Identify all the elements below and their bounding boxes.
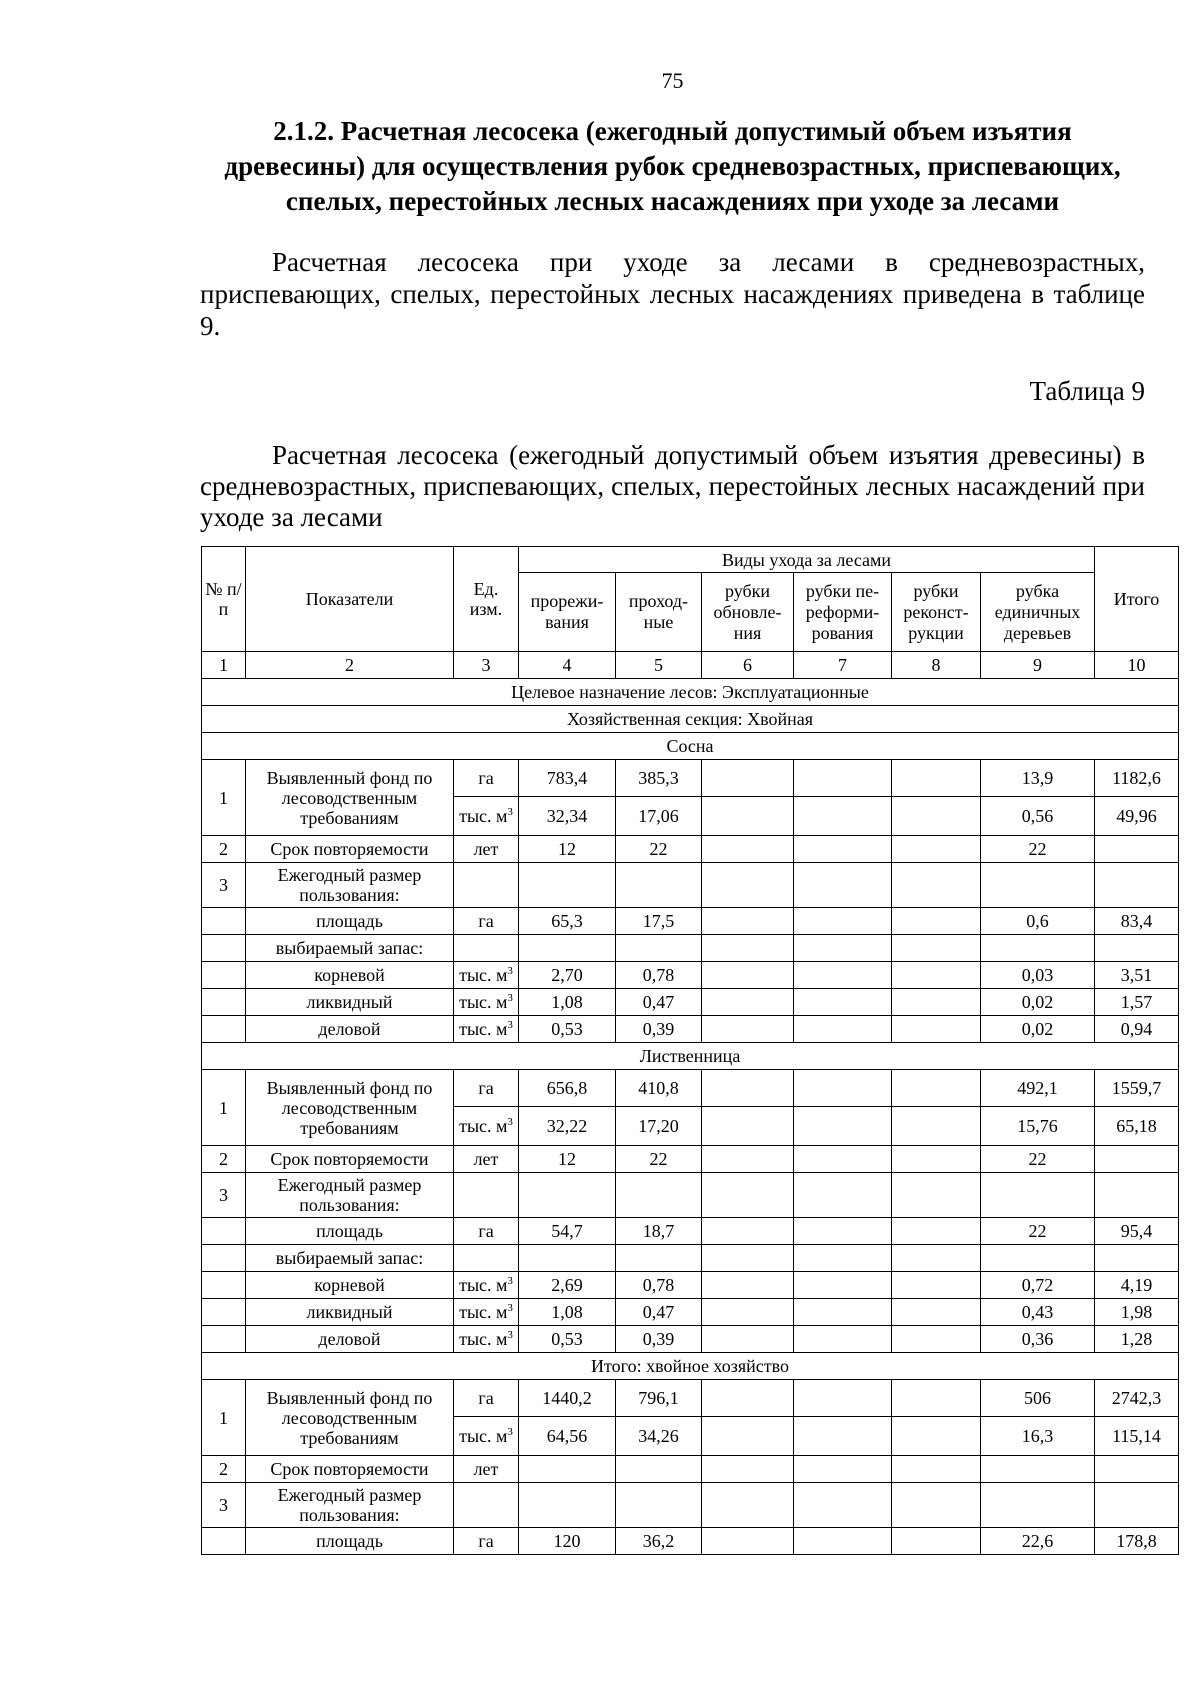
value-cell: 0,47 xyxy=(616,1299,702,1326)
value-cell xyxy=(794,1016,892,1043)
row-label-period: Срок повторяемости xyxy=(246,836,454,863)
row-label-liquid: ликвидный xyxy=(246,1299,454,1326)
value-cell: 65,3 xyxy=(519,908,616,935)
col-number: 3 xyxy=(454,652,519,679)
page-number: 75 xyxy=(661,68,684,93)
table-caption: Расчетная лесосека (ежегодный допустимый объем изъятия древесины) в средневозрастных, приспевающих, спелых, перестойных лесных насаждений при уходе за лесами xyxy=(200,440,1145,532)
unit-cell: тыс. $м^3$ xyxy=(454,1326,519,1353)
header-care-types: Виды ухода за лесами xyxy=(519,547,1095,573)
row-num: 1 xyxy=(202,1070,246,1146)
value-cell xyxy=(892,1218,981,1245)
value-cell: 1559,7 xyxy=(1095,1070,1179,1107)
intro-paragraph: Расчетная лесосека при уходе за лесами в средневозрастных, приспевающих, спелых, перестойных лесных насаждениях приведена в таблице 9. xyxy=(200,247,1145,341)
table-row xyxy=(202,935,1179,962)
row-label-annual: Ежегодный размер пользования: xyxy=(246,1173,454,1218)
value-cell xyxy=(702,908,794,935)
value-cell: 1,28 xyxy=(1095,1326,1179,1353)
value-cell: 32,22 xyxy=(519,1107,616,1146)
value-cell xyxy=(892,1456,981,1483)
row-label-fund: Выявленный фонд по лесоводственным требованиям xyxy=(246,1070,454,1146)
value-cell: 12 xyxy=(519,836,616,863)
unit-cell: га xyxy=(454,1070,519,1107)
row-label-stock: выбираемый запас: xyxy=(246,1245,454,1272)
value-cell: 0,78 xyxy=(616,1272,702,1299)
value-cell xyxy=(702,1326,794,1353)
col-number: 1 xyxy=(202,652,246,679)
row-label-period: Срок повторяемости xyxy=(246,1146,454,1173)
value-cell: 15,76 xyxy=(981,1107,1095,1146)
value-cell: 0,53 xyxy=(519,1016,616,1043)
value-cell: 13,9 xyxy=(981,760,1095,797)
col-number: 4 xyxy=(519,652,616,679)
value-cell xyxy=(892,1016,981,1043)
unit-cell: лет xyxy=(454,1146,519,1173)
table-row xyxy=(202,1272,1179,1299)
table-row xyxy=(202,1146,1179,1173)
col-number: 10 xyxy=(1095,652,1179,679)
value-cell: 0,53 xyxy=(519,1326,616,1353)
table-row xyxy=(202,1218,1179,1245)
col-number: 2 xyxy=(246,652,454,679)
value-cell: 65,18 xyxy=(1095,1107,1179,1146)
table-row xyxy=(202,1380,1179,1417)
value-cell: 178,8 xyxy=(1095,1528,1179,1555)
value-cell: 0,39 xyxy=(616,1016,702,1043)
header-unit: Ед. изм. xyxy=(454,547,519,652)
value-cell xyxy=(892,1070,981,1107)
value-cell: 0,03 xyxy=(981,962,1095,989)
table-row xyxy=(202,836,1179,863)
value-cell: 0,6 xyxy=(981,908,1095,935)
table-row xyxy=(202,1173,1179,1218)
row-label-annual: Ежегодный размер пользования: xyxy=(246,1483,454,1528)
value-cell xyxy=(794,1107,892,1146)
value-cell: 1,57 xyxy=(1095,989,1179,1016)
section-economic: Хозяйственная секция: Хвойная xyxy=(202,706,1179,733)
table-row xyxy=(202,962,1179,989)
table-row xyxy=(202,1299,1179,1326)
value-cell: 34,26 xyxy=(616,1417,702,1456)
header-indicator: Показатели xyxy=(246,547,454,652)
row-label-root: корневой xyxy=(246,962,454,989)
value-cell: 54,7 xyxy=(519,1218,616,1245)
value-cell: 18,7 xyxy=(616,1218,702,1245)
value-cell: 22 xyxy=(981,1218,1095,1245)
row-num: 1 xyxy=(202,1380,246,1456)
value-cell: 12 xyxy=(519,1146,616,1173)
table-row xyxy=(202,989,1179,1016)
row-num: 3 xyxy=(202,863,246,908)
unit-cell: тыс. $м^3$ xyxy=(454,1299,519,1326)
table-label: Таблица 9 xyxy=(1029,376,1145,406)
section-heading: 2.1.2. Расчетная лесосека (ежегодный допустимый объем изъятия древесины) для осуществления рубок средневозрастных, приспевающих, спелых, перестойных лесных насаждениях при уходе за лесами xyxy=(224,116,1121,216)
unit-cell: лет xyxy=(454,836,519,863)
value-cell: 4,19 xyxy=(1095,1272,1179,1299)
header-reconstruction: рубки реконст-рукции xyxy=(892,573,981,652)
value-cell xyxy=(892,1299,981,1326)
row-label-commercial: деловой xyxy=(246,1326,454,1353)
row-num: 2 xyxy=(202,1456,246,1483)
value-cell xyxy=(794,1528,892,1555)
value-cell: 49,96 xyxy=(1095,797,1179,836)
table-row xyxy=(202,863,1179,908)
value-cell: 22 xyxy=(616,1146,702,1173)
value-cell: 783,4 xyxy=(519,760,616,797)
row-num: 2 xyxy=(202,836,246,863)
row-label-area: площадь xyxy=(246,1528,454,1555)
value-cell: 64,56 xyxy=(519,1417,616,1456)
value-cell: 0,47 xyxy=(616,989,702,1016)
value-cell xyxy=(892,1528,981,1555)
value-cell: 22 xyxy=(616,836,702,863)
value-cell xyxy=(702,1456,794,1483)
section-pine: Сосна xyxy=(202,733,1179,760)
value-cell: 32,34 xyxy=(519,797,616,836)
value-cell xyxy=(519,1456,616,1483)
value-cell xyxy=(892,797,981,836)
row-label-liquid: ликвидный xyxy=(246,989,454,1016)
row-label-period: Срок повторяемости xyxy=(246,1456,454,1483)
value-cell: 17,5 xyxy=(616,908,702,935)
value-cell: 1440,2 xyxy=(519,1380,616,1417)
unit-cell: лет xyxy=(454,1456,519,1483)
table-row xyxy=(202,1326,1179,1353)
value-cell xyxy=(794,1272,892,1299)
value-cell xyxy=(702,797,794,836)
value-cell xyxy=(794,1380,892,1417)
value-cell xyxy=(794,1146,892,1173)
value-cell xyxy=(702,1107,794,1146)
value-cell: 22 xyxy=(981,1146,1095,1173)
col-number: 8 xyxy=(892,652,981,679)
table-row xyxy=(202,1483,1179,1528)
row-label-fund: Выявленный фонд по лесоводственным требованиям xyxy=(246,1380,454,1456)
value-cell xyxy=(794,836,892,863)
allowable-cut-table xyxy=(201,546,1179,1555)
header-total: Итого xyxy=(1095,547,1179,652)
row-num: 2 xyxy=(202,1146,246,1173)
row-label-stock: выбираемый запас: xyxy=(246,935,454,962)
value-cell xyxy=(794,797,892,836)
value-cell: 1,08 xyxy=(519,989,616,1016)
value-cell xyxy=(892,1107,981,1146)
value-cell: 17,06 xyxy=(616,797,702,836)
unit-cell: тыс. $м^3$ xyxy=(454,797,519,836)
value-cell xyxy=(794,1070,892,1107)
table-row xyxy=(202,908,1179,935)
column-numbers-row xyxy=(202,652,1179,679)
value-cell: 1,98 xyxy=(1095,1299,1179,1326)
value-cell: 115,14 xyxy=(1095,1417,1179,1456)
unit-cell: га xyxy=(454,1528,519,1555)
value-cell: 17,20 xyxy=(616,1107,702,1146)
section-total-conifer: Итого: хвойное хозяйство xyxy=(202,1353,1179,1380)
unit-cell: га xyxy=(454,1218,519,1245)
value-cell: 36,2 xyxy=(616,1528,702,1555)
value-cell xyxy=(892,1417,981,1456)
value-cell xyxy=(794,989,892,1016)
value-cell xyxy=(892,962,981,989)
value-cell: 410,8 xyxy=(616,1070,702,1107)
row-label-root: корневой xyxy=(246,1272,454,1299)
value-cell xyxy=(794,1218,892,1245)
value-cell: 0,02 xyxy=(981,989,1095,1016)
table-row xyxy=(202,760,1179,797)
value-cell xyxy=(702,1146,794,1173)
row-label-area: площадь xyxy=(246,908,454,935)
value-cell xyxy=(702,1272,794,1299)
value-cell xyxy=(702,989,794,1016)
value-cell xyxy=(702,1070,794,1107)
value-cell xyxy=(1095,836,1179,863)
value-cell xyxy=(794,1456,892,1483)
value-cell: 492,1 xyxy=(981,1070,1095,1107)
value-cell: 506 xyxy=(981,1380,1095,1417)
value-cell xyxy=(892,760,981,797)
value-cell: 0,02 xyxy=(981,1016,1095,1043)
unit-cell: тыс. $м^3$ xyxy=(454,989,519,1016)
value-cell: 0,56 xyxy=(981,797,1095,836)
row-label-fund: Выявленный фонд по лесоводственным требованиям xyxy=(246,760,454,836)
value-cell: 2,69 xyxy=(519,1272,616,1299)
row-num: 3 xyxy=(202,1483,246,1528)
value-cell: 2742,3 xyxy=(1095,1380,1179,1417)
value-cell xyxy=(702,1380,794,1417)
value-cell xyxy=(794,962,892,989)
header-num: № п/п xyxy=(202,547,246,652)
value-cell: 22,6 xyxy=(981,1528,1095,1555)
value-cell xyxy=(702,1218,794,1245)
unit-cell: га xyxy=(454,760,519,797)
value-cell xyxy=(794,1326,892,1353)
value-cell xyxy=(702,1528,794,1555)
value-cell: 0,36 xyxy=(981,1326,1095,1353)
table-row xyxy=(202,1456,1179,1483)
unit-cell: тыс. $м^3$ xyxy=(454,1107,519,1146)
header-reformation: рубки пе-реформи-рования xyxy=(794,573,892,652)
value-cell xyxy=(702,760,794,797)
value-cell xyxy=(794,1417,892,1456)
value-cell: 3,51 xyxy=(1095,962,1179,989)
table-row xyxy=(202,1016,1179,1043)
value-cell: 2,70 xyxy=(519,962,616,989)
value-cell xyxy=(702,1016,794,1043)
unit-cell: га xyxy=(454,1380,519,1417)
value-cell: 22 xyxy=(981,836,1095,863)
value-cell xyxy=(892,1326,981,1353)
unit-cell: тыс. $м^3$ xyxy=(454,962,519,989)
value-cell xyxy=(981,1456,1095,1483)
header-single-tree: рубка единичных деревьев xyxy=(981,573,1095,652)
value-cell: 1182,6 xyxy=(1095,760,1179,797)
value-cell xyxy=(892,1272,981,1299)
value-cell xyxy=(1095,1456,1179,1483)
col-number: 9 xyxy=(981,652,1095,679)
value-cell: 0,39 xyxy=(616,1326,702,1353)
row-label-annual: Ежегодный размер пользования: xyxy=(246,863,454,908)
unit-cell: тыс. $м^3$ xyxy=(454,1417,519,1456)
section-larch: Лиственница xyxy=(202,1043,1179,1070)
table-row xyxy=(202,1528,1179,1555)
unit-cell: тыс. $м^3$ xyxy=(454,1272,519,1299)
row-num: 3 xyxy=(202,1173,246,1218)
value-cell: 0,94 xyxy=(1095,1016,1179,1043)
value-cell: 0,43 xyxy=(981,1299,1095,1326)
table-row xyxy=(202,1245,1179,1272)
value-cell: 1,08 xyxy=(519,1299,616,1326)
row-label-area: площадь xyxy=(246,1218,454,1245)
value-cell: 796,1 xyxy=(616,1380,702,1417)
value-cell xyxy=(892,989,981,1016)
header-renewal: рубки обновле-ния xyxy=(702,573,794,652)
value-cell xyxy=(616,1456,702,1483)
value-cell xyxy=(794,908,892,935)
row-num: 1 xyxy=(202,760,246,836)
value-cell xyxy=(702,1299,794,1326)
table-row xyxy=(202,1070,1179,1107)
value-cell: 95,4 xyxy=(1095,1218,1179,1245)
value-cell xyxy=(702,1417,794,1456)
value-cell xyxy=(892,1380,981,1417)
unit-cell: тыс. $м^3$ xyxy=(454,1016,519,1043)
value-cell: 385,3 xyxy=(616,760,702,797)
value-cell: 83,4 xyxy=(1095,908,1179,935)
col-number: 5 xyxy=(616,652,702,679)
value-cell: 0,72 xyxy=(981,1272,1095,1299)
section-purpose: Целевое назначение лесов: Эксплуатационные xyxy=(202,679,1179,706)
value-cell xyxy=(892,1146,981,1173)
value-cell: 120 xyxy=(519,1528,616,1555)
value-cell xyxy=(1095,1146,1179,1173)
value-cell xyxy=(892,908,981,935)
header-thinning: прорежи-вания xyxy=(519,573,616,652)
value-cell xyxy=(794,1299,892,1326)
value-cell xyxy=(892,836,981,863)
header-passing: проход-ные xyxy=(616,573,702,652)
row-label-commercial: деловой xyxy=(246,1016,454,1043)
value-cell: 656,8 xyxy=(519,1070,616,1107)
col-number: 6 xyxy=(702,652,794,679)
value-cell xyxy=(702,962,794,989)
value-cell: 0,78 xyxy=(616,962,702,989)
col-number: 7 xyxy=(794,652,892,679)
value-cell xyxy=(794,760,892,797)
unit-cell: га xyxy=(454,908,519,935)
value-cell xyxy=(702,836,794,863)
value-cell: 16,3 xyxy=(981,1417,1095,1456)
